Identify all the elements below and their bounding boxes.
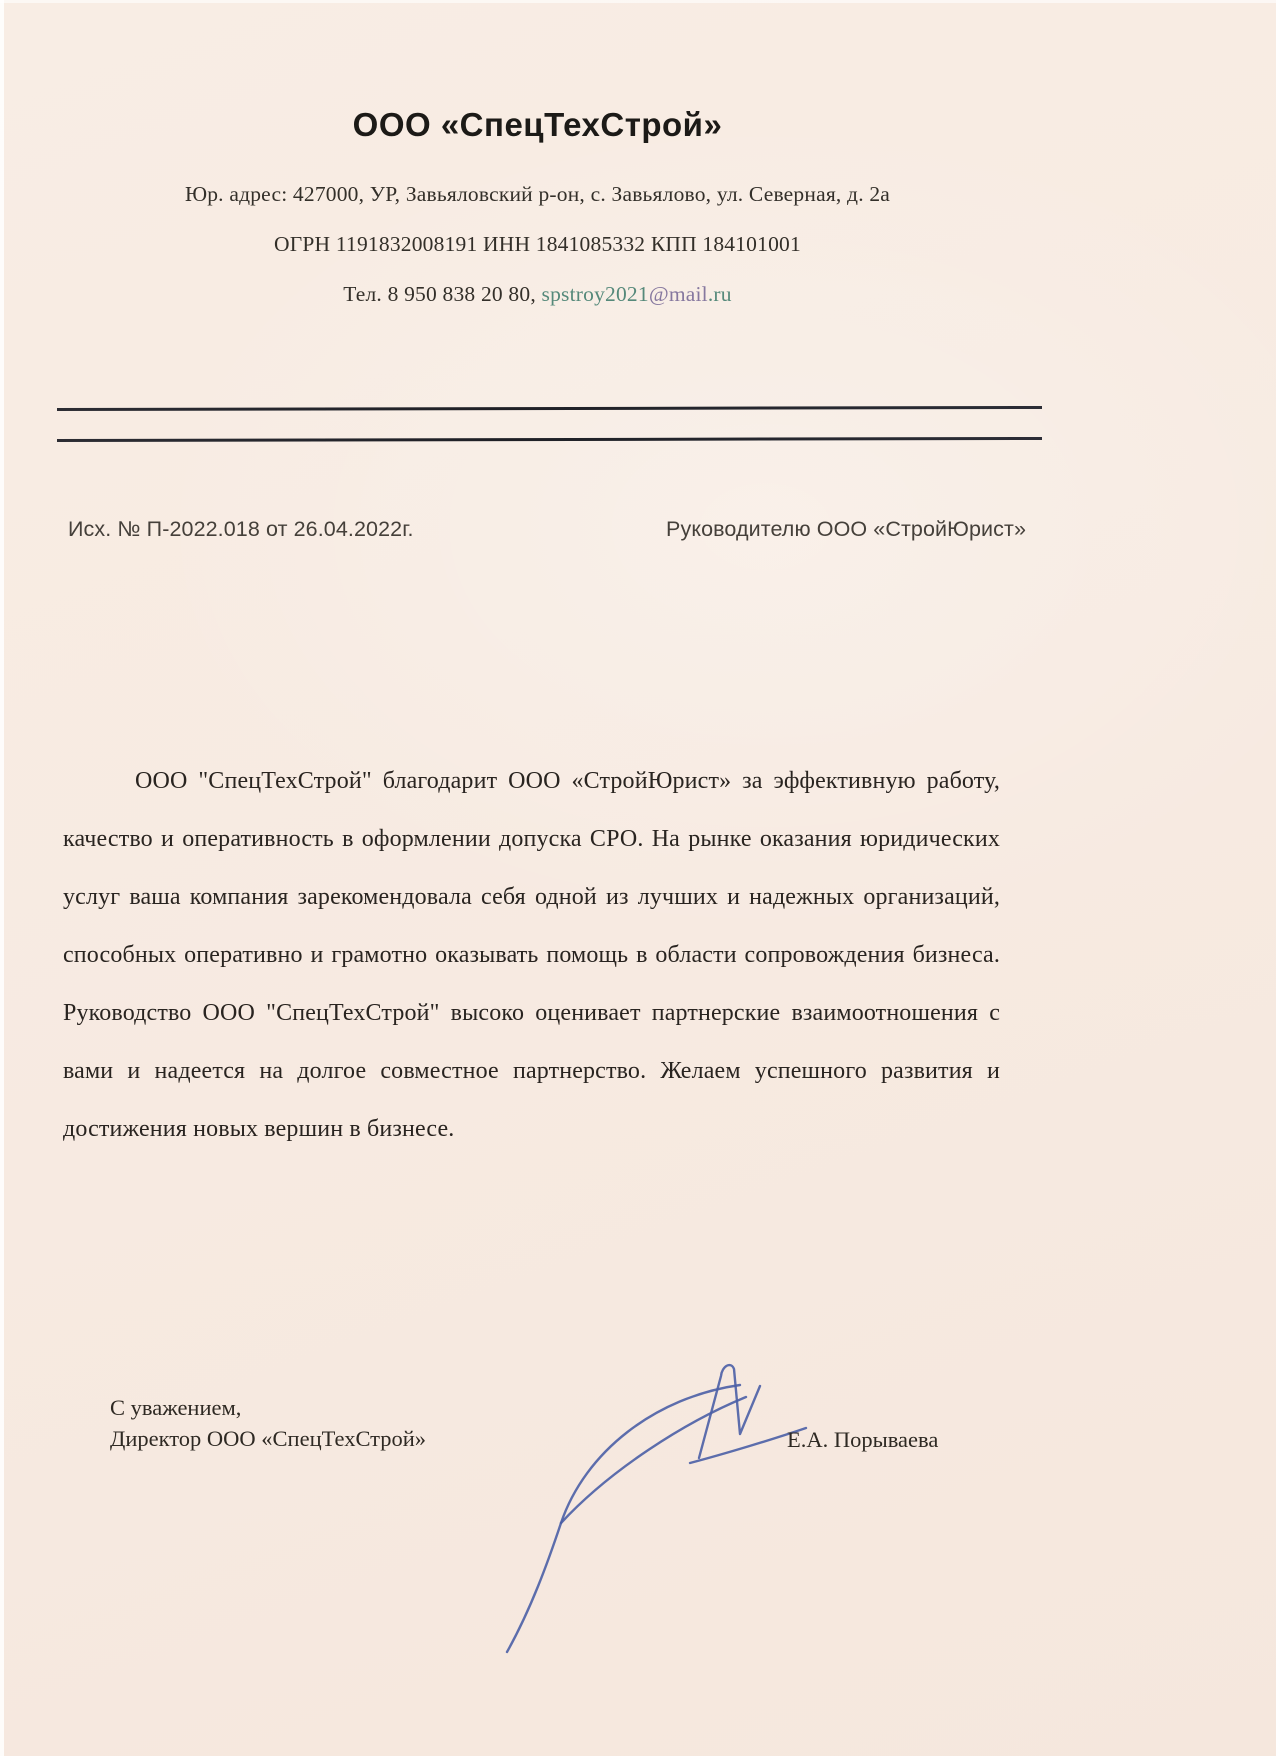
legal-address: Юр. адрес: 427000, УР, Завьяловский р-он, с. Завьялово, ул. Северная, д. 2а xyxy=(184,182,891,206)
contact-line xyxy=(0,282,1075,307)
reference-row xyxy=(68,517,1026,542)
signature-block xyxy=(110,1392,426,1454)
email-tld-part: .ru xyxy=(707,282,732,306)
registration-numbers: ОГРН 1191832008191 ИНН 1841085332 КПП 184101001 xyxy=(274,232,801,256)
email-address xyxy=(542,282,732,306)
scan-edge-artifact xyxy=(0,0,4,1756)
signer-position: Директор ООО «СпецТехСтрой» xyxy=(110,1426,427,1451)
horizontal-rule-top xyxy=(57,406,1042,411)
company-name: ООО «СпецТехСтрой» xyxy=(352,106,723,143)
horizontal-rule-bottom xyxy=(57,437,1042,442)
addressee: Руководителю ООО «СтройЮрист» xyxy=(666,517,1026,541)
scan-edge-artifact xyxy=(0,0,1276,3)
signer-name: Е.А. Порываева xyxy=(787,1427,939,1452)
handwritten-signature xyxy=(452,1336,892,1666)
letter-body: ООО "СпецТехСтрой" благодарит ООО «СтройЮрист» за эффективную работу, качество и оперативность в оформлении допуска СРО. На рынке оказания юридических услуг ваша компания зарекомендовала себя одной из лучших и надежных организаций, способных оперативно и грамотно оказывать помощь в области сопровождения бизнеса. Руководство ООО "СпецТехСтрой" высоко оценивает партнерские взаимоотношения с вами и надеется на долгое совместное партнерство. Желаем успешного развития и достижения новых вершин в бизнесе. xyxy=(63,768,1000,1142)
phone-number: Тел. 8 950 838 20 80, xyxy=(343,282,536,306)
closing-line: С уважением, xyxy=(110,1395,242,1420)
email-domain-part: @mail xyxy=(648,282,708,306)
outgoing-number: Исх. № П-2022.018 от 26.04.2022г. xyxy=(68,517,414,541)
email-user-part: spstroy2021 xyxy=(541,282,649,306)
